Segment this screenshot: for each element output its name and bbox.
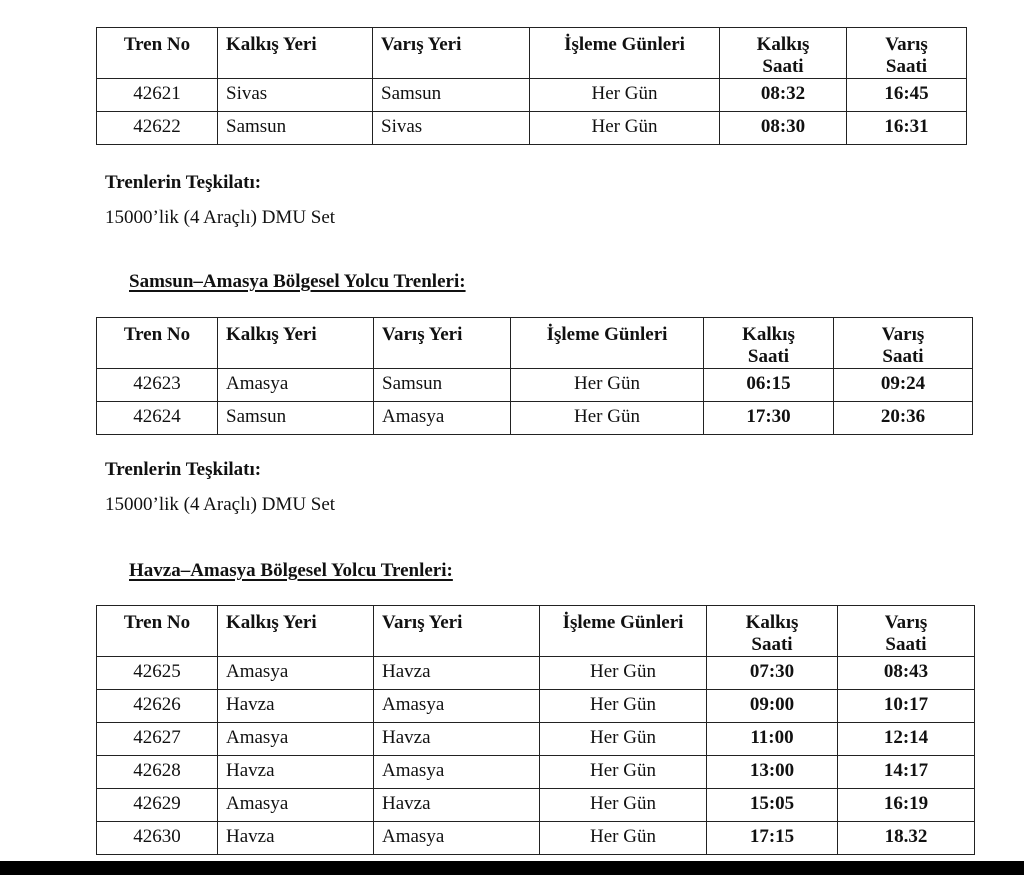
header-varis-yeri: Varış Yeri (373, 28, 530, 79)
cell-kalkis-yeri: Havza (218, 690, 374, 723)
cell-kalkis-yeri: Amasya (218, 657, 374, 690)
cell-isleme-gunleri: Her Gün (511, 402, 704, 435)
cell-tren-no: 42625 (97, 657, 218, 690)
cell-isleme-gunleri: Her Gün (540, 789, 707, 822)
section-title-samsun-amasya: Samsun–Amasya Bölgesel Yolcu Trenleri: (129, 271, 466, 292)
table-row (97, 657, 975, 690)
cell-varis-saati: 12:14 (838, 723, 975, 756)
cell-kalkis-saati: 15:05 (707, 789, 838, 822)
cell-varis-yeri: Amasya (374, 822, 540, 855)
cell-varis-saati: 16:31 (847, 112, 967, 145)
header-kalkis-yeri: Kalkış Yeri (218, 28, 373, 79)
header-tren-no: Tren No (97, 318, 218, 369)
table-row (97, 79, 967, 112)
cell-isleme-gunleri: Her Gün (511, 369, 704, 402)
cell-kalkis-yeri: Havza (218, 756, 374, 789)
cell-tren-no: 42627 (97, 723, 218, 756)
cell-varis-saati: 16:45 (847, 79, 967, 112)
cell-isleme-gunleri: Her Gün (540, 822, 707, 855)
organization-title-2: Trenlerin Teşkilatı: (105, 459, 262, 480)
cell-varis-yeri: Havza (374, 789, 540, 822)
header-varis-yeri: Varış Yeri (374, 606, 540, 657)
cell-varis-saati: 20:36 (834, 402, 973, 435)
cell-tren-no: 42623 (97, 369, 218, 402)
cell-isleme-gunleri: Her Gün (540, 756, 707, 789)
cell-tren-no: 42621 (97, 79, 218, 112)
table-row (97, 369, 973, 402)
header-varis-saati-line2: Saati (885, 56, 928, 77)
header-isleme-gunleri: İşleme Günleri (530, 28, 720, 79)
cell-kalkis-yeri: Samsun (218, 112, 373, 145)
header-varis-yeri: Varış Yeri (374, 318, 511, 369)
cell-isleme-gunleri: Her Gün (530, 79, 720, 112)
cell-isleme-gunleri: Her Gün (540, 690, 707, 723)
cell-tren-no: 42622 (97, 112, 218, 145)
cell-kalkis-saati: 09:00 (707, 690, 838, 723)
header-varis-saati-line2: Saati (882, 346, 924, 367)
table-header-row (97, 28, 967, 79)
section-title-havza-amasya: Havza–Amasya Bölgesel Yolcu Trenleri: (129, 560, 453, 581)
cell-isleme-gunleri: Her Gün (540, 657, 707, 690)
header-isleme-gunleri: İşleme Günleri (540, 606, 707, 657)
header-kalkis-yeri: Kalkış Yeri (218, 606, 374, 657)
table-row (97, 822, 975, 855)
header-tren-no: Tren No (97, 606, 218, 657)
table-row (97, 690, 975, 723)
cell-kalkis-yeri: Samsun (218, 402, 374, 435)
table-header-row (97, 318, 973, 369)
header-tren-no: Tren No (97, 28, 218, 79)
cell-kalkis-yeri: Amasya (218, 789, 374, 822)
header-varis-saati-line1: Varış (884, 612, 928, 633)
header-kalkis-yeri: Kalkış Yeri (218, 318, 374, 369)
organization-text-1: 15000’lik (4 Araçlı) DMU Set (105, 207, 336, 228)
cell-varis-saati: 16:19 (838, 789, 975, 822)
cell-isleme-gunleri: Her Gün (530, 112, 720, 145)
cell-tren-no: 42628 (97, 756, 218, 789)
cell-kalkis-yeri: Amasya (218, 723, 374, 756)
header-varis-saati (838, 606, 975, 657)
cell-kalkis-saati: 13:00 (707, 756, 838, 789)
cell-varis-yeri: Havza (374, 657, 540, 690)
header-varis-saati-line1: Varış (881, 324, 925, 345)
cell-kalkis-saati: 17:15 (707, 822, 838, 855)
cell-varis-saati: 14:17 (838, 756, 975, 789)
cell-varis-yeri: Sivas (373, 112, 530, 145)
bottom-edge-bar (0, 861, 1024, 875)
table-row (97, 789, 975, 822)
cell-varis-saati: 09:24 (834, 369, 973, 402)
cell-varis-yeri: Samsun (374, 369, 511, 402)
cell-tren-no: 42630 (97, 822, 218, 855)
table-row (97, 402, 973, 435)
cell-varis-yeri: Samsun (373, 79, 530, 112)
header-kalkis-saati-line1: Kalkış (742, 324, 795, 345)
header-varis-saati-line2: Saati (885, 634, 927, 655)
cell-kalkis-saati: 08:30 (720, 112, 847, 145)
cell-varis-saati: 08:43 (838, 657, 975, 690)
header-varis-saati-line1: Varış (885, 34, 928, 55)
samsun-amasya-timetable (96, 317, 973, 435)
header-kalkis-saati-line2: Saati (762, 56, 804, 77)
table-row (97, 756, 975, 789)
cell-kalkis-saati: 06:15 (704, 369, 834, 402)
cell-kalkis-saati: 11:00 (707, 723, 838, 756)
header-varis-saati (847, 28, 967, 79)
cell-kalkis-saati: 07:30 (707, 657, 838, 690)
cell-tren-no: 42624 (97, 402, 218, 435)
header-kalkis-saati-line2: Saati (751, 634, 793, 655)
header-kalkis-saati (707, 606, 838, 657)
header-isleme-gunleri: İşleme Günleri (511, 318, 704, 369)
header-kalkis-saati (720, 28, 847, 79)
cell-varis-yeri: Amasya (374, 756, 540, 789)
cell-kalkis-saati: 08:32 (720, 79, 847, 112)
cell-varis-yeri: Havza (374, 723, 540, 756)
header-varis-saati (834, 318, 973, 369)
cell-tren-no: 42629 (97, 789, 218, 822)
header-kalkis-saati (704, 318, 834, 369)
cell-kalkis-yeri: Havza (218, 822, 374, 855)
cell-varis-yeri: Amasya (374, 402, 511, 435)
cell-kalkis-yeri: Sivas (218, 79, 373, 112)
organization-title-1: Trenlerin Teşkilatı: (105, 172, 262, 193)
header-kalkis-saati-line2: Saati (747, 346, 790, 367)
table-row (97, 723, 975, 756)
sivas-samsun-timetable (96, 27, 967, 145)
organization-text-2: 15000’lik (4 Araçlı) DMU Set (105, 494, 336, 515)
table-header-row (97, 606, 975, 657)
cell-tren-no: 42626 (97, 690, 218, 723)
cell-varis-saati: 10:17 (838, 690, 975, 723)
cell-varis-yeri: Amasya (374, 690, 540, 723)
havza-amasya-timetable (96, 605, 975, 855)
cell-kalkis-saati: 17:30 (704, 402, 834, 435)
cell-isleme-gunleri: Her Gün (540, 723, 707, 756)
table-row (97, 112, 967, 145)
header-kalkis-saati-line1: Kalkış (756, 34, 810, 55)
cell-kalkis-yeri: Amasya (218, 369, 374, 402)
cell-varis-saati: 18.32 (838, 822, 975, 855)
header-kalkis-saati-line1: Kalkış (745, 612, 799, 633)
